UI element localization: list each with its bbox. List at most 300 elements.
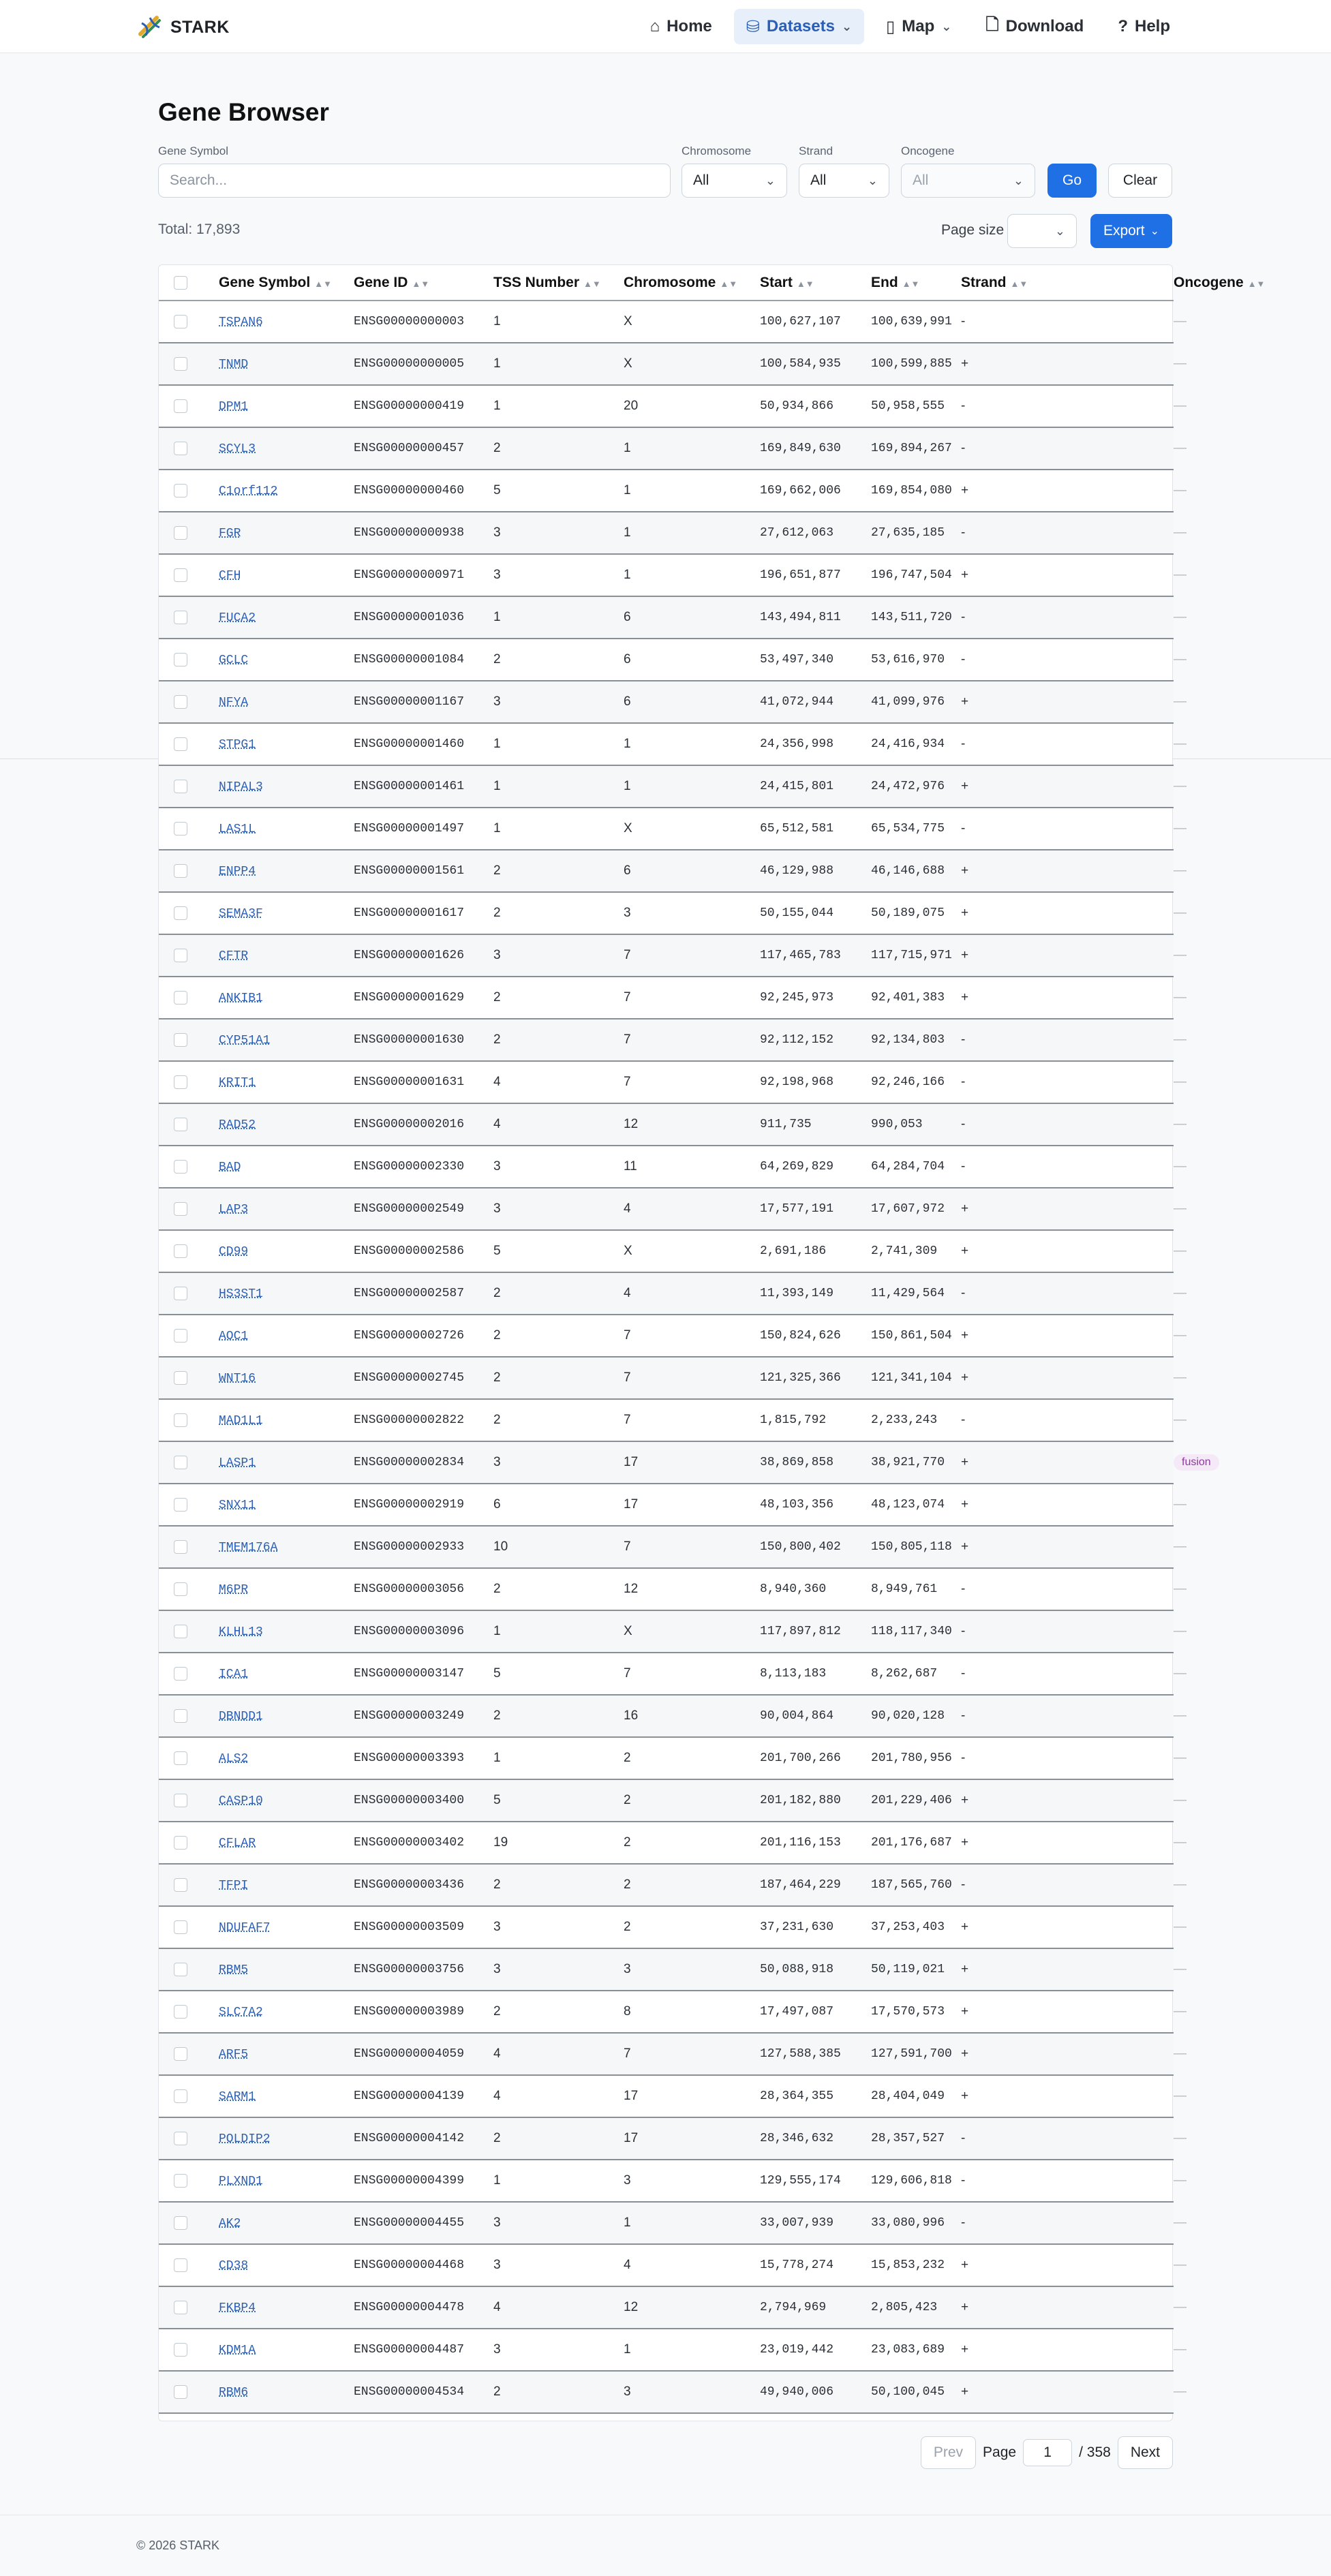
sort-icon: ▲▼	[1247, 278, 1266, 289]
chromosome-cell: 12	[624, 1103, 760, 1146]
start-cell: 92,245,973	[760, 977, 871, 1019]
start-cell: 92,198,968	[760, 1061, 871, 1103]
start-cell: 65,512,581	[760, 808, 871, 850]
end-cell: 990,053	[871, 1103, 961, 1146]
gene-symbol-link[interactable]: CYP51A1	[219, 1034, 271, 1047]
end-cell: 129,606,818	[871, 2160, 961, 2202]
chromosome-label: Chromosome	[682, 144, 752, 157]
tss-number-cell: 2	[493, 1399, 624, 1441]
row-checkbox[interactable]	[174, 2174, 187, 2188]
tss-number-cell: 4	[493, 1061, 624, 1103]
gene-symbol-link[interactable]: KDM1A	[219, 2344, 256, 2357]
gene-symbol-link[interactable]: WNT16	[219, 1372, 256, 1385]
row-checkbox[interactable]	[174, 653, 187, 666]
table-row	[159, 1526, 1174, 1568]
row-checkbox[interactable]	[174, 1963, 187, 1976]
row-select-cell	[159, 1146, 219, 1188]
gene-symbol-link[interactable]: M6PR	[219, 1583, 249, 1597]
end-cell: 65,534,775	[871, 808, 961, 850]
row-select-cell	[159, 1779, 219, 1822]
start-cell: 41,072,944	[760, 681, 871, 723]
row-checkbox[interactable]	[174, 1371, 187, 1385]
page-size-select[interactable]	[1007, 214, 1077, 248]
row-checkbox[interactable]	[174, 1625, 187, 1638]
gene-symbol-link[interactable]: LASP1	[219, 1456, 256, 1470]
start-cell: 48,103,356	[760, 1484, 871, 1526]
nav-item-download[interactable]	[973, 9, 1096, 44]
gene-id-cell: ENSG00000001497	[354, 808, 493, 850]
empty-value: —	[1174, 1582, 1187, 1596]
gene-symbol-link[interactable]: FKBP4	[219, 2301, 256, 2315]
gene-id-cell: ENSG00000003402	[354, 1822, 493, 1864]
tss-number-cell: 1	[493, 1737, 624, 1779]
empty-value: —	[1174, 2089, 1187, 2103]
end-cell: 27,635,185	[871, 512, 961, 554]
row-checkbox[interactable]	[174, 1202, 187, 1216]
strand-cell: +	[961, 1230, 1174, 1272]
gene-symbol-link[interactable]: CFTR	[219, 949, 249, 963]
row-select-cell	[159, 1484, 219, 1526]
gene-symbol-cell	[219, 1822, 354, 1864]
row-select-cell	[159, 2075, 219, 2117]
page-size-label: Page size	[941, 222, 1005, 238]
gene-id-cell: ENSG00000003056	[354, 1568, 493, 1610]
table-row	[159, 1019, 1174, 1061]
start-cell: 1,815,792	[760, 1399, 871, 1441]
gene-symbol-link[interactable]: ALS2	[219, 1752, 249, 1766]
pagination	[921, 2436, 1173, 2469]
tss-number-cell: 1	[493, 1610, 624, 1653]
gene-symbol-link[interactable]: NIPAL3	[219, 780, 263, 794]
prev-page-button[interactable]: Prev	[921, 2436, 976, 2469]
column-header-start[interactable]	[760, 265, 871, 301]
column-label: Start	[760, 274, 793, 290]
end-cell: 2,805,423	[871, 2286, 961, 2329]
row-select-cell	[159, 1441, 219, 1484]
gene-symbol-link[interactable]: SARM1	[219, 2090, 256, 2104]
row-checkbox[interactable]	[174, 1456, 187, 1469]
row-checkbox[interactable]	[174, 2005, 187, 2019]
chromosome-cell: 1	[624, 765, 760, 808]
empty-value: —	[1174, 2131, 1187, 2145]
empty-value: —	[1174, 1497, 1187, 1512]
table-row	[159, 427, 1174, 470]
gene-symbol-cell	[219, 808, 354, 850]
gene-symbol-cell	[219, 1188, 354, 1230]
gene-symbol-link[interactable]: BAD	[219, 1161, 241, 1174]
chromosome-cell: 2	[624, 1737, 760, 1779]
nav-item-datasets[interactable]	[734, 9, 864, 44]
table-row	[159, 1779, 1174, 1822]
chromosome-cell: 2	[624, 1906, 760, 1948]
empty-value: —	[1174, 1877, 1187, 1892]
column-header-gene-id[interactable]	[354, 265, 493, 301]
chromosome-value: All	[693, 172, 709, 188]
row-checkbox[interactable]	[174, 1667, 187, 1681]
row-select-cell	[159, 808, 219, 850]
row-checkbox[interactable]	[174, 1329, 187, 1343]
end-cell: 50,189,075	[871, 892, 961, 934]
row-checkbox[interactable]	[174, 2258, 187, 2272]
row-checkbox[interactable]	[174, 2343, 187, 2357]
column-header-strand[interactable]	[961, 265, 1174, 301]
gene-symbol-cell	[219, 2244, 354, 2286]
strand-cell: +	[961, 2371, 1174, 2413]
start-cell: 53,497,340	[760, 639, 871, 681]
gene-id-cell: ENSG00000003989	[354, 1991, 493, 2033]
row-checkbox[interactable]	[174, 2089, 187, 2103]
gene-symbol-link[interactable]: AK2	[219, 2217, 241, 2230]
end-cell: 201,176,687	[871, 1822, 961, 1864]
strand-cell: -	[961, 1864, 1174, 1906]
row-checkbox[interactable]	[174, 1582, 187, 1596]
gene-symbol-link[interactable]: TSPAN6	[219, 316, 263, 329]
chromosome-cell: 4	[624, 2244, 760, 2286]
table-row	[159, 2160, 1174, 2202]
gene-symbol-link[interactable]: CASP10	[219, 1794, 263, 1808]
nav-item-label: Download	[1005, 17, 1084, 35]
start-cell: 911,735	[760, 1103, 871, 1146]
gene-id-cell: ENSG00000001617	[354, 892, 493, 934]
start-cell: 50,088,918	[760, 1948, 871, 1991]
gene-symbol-link[interactable]: CFH	[219, 569, 241, 583]
end-cell: 50,100,045	[871, 2371, 961, 2413]
start-cell: 201,700,266	[760, 1737, 871, 1779]
start-cell: 8,940,360	[760, 1568, 871, 1610]
row-checkbox[interactable]	[174, 1751, 187, 1765]
nav-item-home[interactable]	[638, 9, 724, 44]
row-checkbox[interactable]	[174, 991, 187, 1005]
row-checkbox[interactable]	[174, 780, 187, 793]
tss-number-cell: 2	[493, 1568, 624, 1610]
go-button[interactable]: Go	[1047, 164, 1097, 198]
gene-symbol-link[interactable]: TNMD	[219, 358, 249, 371]
strand-value: All	[810, 172, 827, 188]
gene-symbol-link[interactable]: NFYA	[219, 696, 249, 709]
row-checkbox[interactable]	[174, 864, 187, 878]
empty-value: —	[1174, 1920, 1187, 1934]
table-row	[159, 1357, 1174, 1399]
tss-number-cell: 2	[493, 2117, 624, 2160]
gene-symbol-cell	[219, 1441, 354, 1484]
chromosome-cell: 3	[624, 1948, 760, 1991]
gene-symbol-cell	[219, 639, 354, 681]
gene-symbol-link[interactable]: FUCA2	[219, 611, 256, 625]
row-select-cell	[159, 1188, 219, 1230]
column-header-gene-symbol[interactable]	[219, 265, 354, 301]
row-checkbox[interactable]	[174, 442, 187, 455]
row-checkbox[interactable]	[174, 1920, 187, 1934]
chromosome-cell: 3	[624, 892, 760, 934]
row-checkbox[interactable]	[174, 695, 187, 709]
row-checkbox[interactable]	[174, 1878, 187, 1892]
gene-symbol-link[interactable]: DPM1	[219, 400, 249, 414]
gene-symbol-link[interactable]: SNX11	[219, 1499, 256, 1512]
gene-symbol-link[interactable]: SLC7A2	[219, 2006, 263, 2019]
gene-symbol-link[interactable]: ANKIB1	[219, 992, 263, 1005]
gene-symbol-link[interactable]: TFPI	[219, 1879, 249, 1892]
row-checkbox[interactable]	[174, 399, 187, 413]
gene-symbol-cell	[219, 723, 354, 765]
empty-value: —	[1174, 737, 1187, 751]
row-checkbox[interactable]	[174, 1075, 187, 1089]
gene-symbol-link[interactable]: PLXND1	[219, 2175, 263, 2188]
table-row	[159, 1864, 1174, 1906]
strand-cell: +	[961, 470, 1174, 512]
start-cell: 150,824,626	[760, 1315, 871, 1357]
end-cell: 150,805,118	[871, 1526, 961, 1568]
chromosome-cell: 4	[624, 1188, 760, 1230]
row-checkbox[interactable]	[174, 1244, 187, 1258]
gene-symbol-link[interactable]: KLHL13	[219, 1625, 263, 1639]
strand-cell: +	[961, 1822, 1174, 1864]
strand-cell: +	[961, 1779, 1174, 1822]
gene-symbol-link[interactable]: ICA1	[219, 1668, 249, 1681]
row-checkbox[interactable]	[174, 1794, 187, 1807]
gene-id-cell: ENSG00000002919	[354, 1484, 493, 1526]
brand-logo[interactable]	[136, 14, 230, 41]
chromosome-cell: 11	[624, 1146, 760, 1188]
row-checkbox[interactable]	[174, 822, 187, 835]
chromosome-cell: 1	[624, 723, 760, 765]
page-number-input[interactable]: 1	[1023, 2439, 1072, 2466]
next-page-button[interactable]: Next	[1118, 2436, 1173, 2469]
clear-button[interactable]: Clear	[1108, 164, 1172, 198]
table-row	[159, 1441, 1174, 1484]
table-row	[159, 934, 1174, 977]
select-all-checkbox[interactable]	[174, 276, 187, 290]
tss-number-cell: 2	[493, 977, 624, 1019]
gene-id-cell: ENSG00000002586	[354, 1230, 493, 1272]
gene-symbol-cell	[219, 1146, 354, 1188]
row-select-cell	[159, 1864, 219, 1906]
gene-symbol-cell	[219, 2202, 354, 2244]
gene-id-cell: ENSG00000001629	[354, 977, 493, 1019]
gene-symbol-link[interactable]: HS3ST1	[219, 1287, 263, 1301]
gene-id-cell: ENSG00000002822	[354, 1399, 493, 1441]
column-header-chromosome[interactable]	[624, 265, 760, 301]
row-checkbox[interactable]	[174, 906, 187, 920]
gene-symbol-cell	[219, 1061, 354, 1103]
oncogene-select[interactable]	[901, 164, 1035, 198]
gene-symbol-link[interactable]: DBNDD1	[219, 1710, 263, 1723]
gene-symbol-cell	[219, 427, 354, 470]
table-row	[159, 808, 1174, 850]
gene-symbol-cell	[219, 1357, 354, 1399]
gene-id-cell: ENSG00000001036	[354, 596, 493, 639]
strand-cell: +	[961, 1948, 1174, 1991]
strand-select[interactable]	[799, 164, 889, 198]
gene-symbol-link[interactable]: C1orf112	[219, 485, 278, 498]
end-cell: 11,429,564	[871, 1272, 961, 1315]
row-checkbox[interactable]	[174, 1709, 187, 1723]
search-input[interactable]: Search...	[158, 164, 671, 198]
row-checkbox[interactable]	[174, 737, 187, 751]
gene-symbol-label: Gene Symbol	[158, 144, 228, 157]
gene-id-cell: ENSG00000003249	[354, 1695, 493, 1737]
row-checkbox[interactable]	[174, 1118, 187, 1131]
gene-id-cell: ENSG00000004455	[354, 2202, 493, 2244]
row-checkbox[interactable]	[174, 1033, 187, 1047]
chromosome-cell: 1	[624, 2202, 760, 2244]
row-checkbox[interactable]	[174, 1287, 187, 1300]
strand-cell: +	[961, 554, 1174, 596]
row-checkbox[interactable]	[174, 568, 187, 582]
table-row	[159, 2329, 1174, 2371]
gene-symbol-link[interactable]: GCLC	[219, 654, 249, 667]
gene-symbol-link[interactable]: ARF5	[219, 2048, 249, 2061]
gene-symbol-link[interactable]: LAP3	[219, 1203, 249, 1216]
gene-symbol-link[interactable]: LAS1L	[219, 823, 256, 836]
gene-symbol-link[interactable]: CFLAR	[219, 1837, 256, 1850]
end-cell: 24,472,976	[871, 765, 961, 808]
sort-icon: ▲▼	[902, 278, 920, 289]
empty-value: —	[1174, 948, 1187, 962]
row-select-cell	[159, 723, 219, 765]
gene-id-cell: ENSG00000001630	[354, 1019, 493, 1061]
strand-cell: +	[961, 343, 1174, 385]
chromosome-cell: 7	[624, 1399, 760, 1441]
gene-symbol-link[interactable]: NDUFAF7	[219, 1921, 271, 1935]
column-header-end[interactable]	[871, 265, 961, 301]
row-select-cell	[159, 1991, 219, 2033]
row-select-cell	[159, 470, 219, 512]
gene-symbol-link[interactable]: CD38	[219, 2259, 249, 2273]
start-cell: 49,940,006	[760, 2371, 871, 2413]
gene-symbol-link[interactable]: KRIT1	[219, 1076, 256, 1090]
gene-symbol-cell	[219, 1315, 354, 1357]
row-checkbox[interactable]	[174, 2132, 187, 2145]
nav-item-help[interactable]	[1105, 9, 1182, 44]
row-select-cell	[159, 1568, 219, 1610]
row-checkbox[interactable]	[174, 484, 187, 497]
row-checkbox[interactable]	[174, 611, 187, 624]
row-select-cell	[159, 1357, 219, 1399]
row-checkbox[interactable]	[174, 315, 187, 328]
row-checkbox[interactable]	[174, 1540, 187, 1554]
strand-cell: +	[961, 1526, 1174, 1568]
tss-number-cell: 3	[493, 2202, 624, 2244]
strand-cell: -	[961, 2160, 1174, 2202]
tss-number-cell: 2	[493, 1864, 624, 1906]
empty-value: —	[1174, 1413, 1187, 1427]
end-cell: 53,616,970	[871, 639, 961, 681]
row-checkbox[interactable]	[174, 2047, 187, 2061]
gene-symbol-link[interactable]: MAD1L1	[219, 1414, 263, 1428]
gene-symbol-link[interactable]: CD99	[219, 1245, 249, 1259]
row-select-cell	[159, 2286, 219, 2329]
nav-item-label: Home	[667, 17, 712, 35]
gene-symbol-cell	[219, 1568, 354, 1610]
gene-symbol-link[interactable]: RBM6	[219, 2386, 249, 2399]
strand-cell: -	[961, 1103, 1174, 1146]
gene-id-cell: ENSG00000002587	[354, 1272, 493, 1315]
gene-symbol-link[interactable]: RBM5	[219, 1963, 249, 1977]
gene-symbol-link[interactable]: AOC1	[219, 1330, 249, 1343]
row-select-cell	[159, 765, 219, 808]
strand-cell: +	[961, 2033, 1174, 2075]
file-icon: 🗋	[985, 15, 999, 34]
row-select-cell	[159, 343, 219, 385]
nav-item-label: Datasets	[766, 17, 835, 35]
start-cell: 27,612,063	[760, 512, 871, 554]
question-icon: ?	[1118, 17, 1128, 35]
row-checkbox[interactable]	[174, 1413, 187, 1427]
row-select-cell	[159, 892, 219, 934]
gene-symbol-cell	[219, 1526, 354, 1568]
gene-symbol-link[interactable]: FGR	[219, 527, 241, 540]
empty-value: —	[1174, 2215, 1187, 2230]
tss-number-cell: 3	[493, 1906, 624, 1948]
gene-id-cell: ENSG00000004468	[354, 2244, 493, 2286]
row-checkbox[interactable]	[174, 1498, 187, 1512]
gene-symbol-link[interactable]: POLDIP2	[219, 2132, 271, 2146]
table-row	[159, 2371, 1174, 2413]
chromosome-select[interactable]	[682, 164, 787, 198]
nav-item-map[interactable]	[874, 9, 964, 44]
row-select-cell	[159, 385, 219, 427]
row-checkbox[interactable]	[174, 2216, 187, 2230]
gene-symbol-link[interactable]: SCYL3	[219, 442, 256, 456]
column-header-tss-number[interactable]	[493, 265, 624, 301]
strand-cell: +	[961, 934, 1174, 977]
row-checkbox[interactable]	[174, 2301, 187, 2314]
export-button[interactable]	[1090, 214, 1172, 248]
chromosome-cell: 6	[624, 850, 760, 892]
row-checkbox[interactable]	[174, 949, 187, 962]
gene-symbol-link[interactable]: STPG1	[219, 738, 256, 752]
empty-value: —	[1174, 1835, 1187, 1850]
gene-symbol-cell	[219, 1737, 354, 1779]
gene-symbol-link[interactable]: RAD52	[219, 1118, 256, 1132]
nav-links	[638, 9, 1182, 44]
start-cell: 15,778,274	[760, 2244, 871, 2286]
gene-symbol-link[interactable]: SEMA3F	[219, 907, 263, 921]
strand-cell: +	[961, 1188, 1174, 1230]
gene-symbol-cell	[219, 1864, 354, 1906]
start-cell: 64,269,829	[760, 1146, 871, 1188]
tss-number-cell: 1	[493, 723, 624, 765]
gene-symbol-link[interactable]: ENPP4	[219, 865, 256, 878]
empty-value: —	[1174, 1624, 1187, 1638]
strand-cell: +	[961, 1484, 1174, 1526]
row-checkbox[interactable]	[174, 357, 187, 371]
chevron-down-icon: ⌄	[867, 173, 878, 187]
row-checkbox[interactable]	[174, 1836, 187, 1850]
row-checkbox[interactable]	[174, 2385, 187, 2399]
strand-cell: -	[961, 1568, 1174, 1610]
tss-number-cell: 3	[493, 2244, 624, 2286]
tss-number-cell: 3	[493, 934, 624, 977]
start-cell: 24,415,801	[760, 765, 871, 808]
chromosome-cell: 12	[624, 1568, 760, 1610]
strand-cell: +	[961, 1441, 1174, 1484]
chromosome-cell: 7	[624, 1019, 760, 1061]
tss-number-cell: 2	[493, 2371, 624, 2413]
end-cell: 92,401,383	[871, 977, 961, 1019]
gene-symbol-cell	[219, 2117, 354, 2160]
row-checkbox[interactable]	[174, 1160, 187, 1174]
start-cell: 17,497,087	[760, 1991, 871, 2033]
row-checkbox[interactable]	[174, 526, 187, 540]
empty-value: —	[1174, 314, 1187, 328]
gene-id-cell: ENSG00000002726	[354, 1315, 493, 1357]
gene-symbol-link[interactable]: TMEM176A	[219, 1541, 278, 1554]
empty-value: —	[1174, 1117, 1187, 1131]
row-select-cell	[159, 1737, 219, 1779]
end-cell: 23,083,689	[871, 2329, 961, 2371]
chromosome-cell: 1	[624, 2329, 760, 2371]
